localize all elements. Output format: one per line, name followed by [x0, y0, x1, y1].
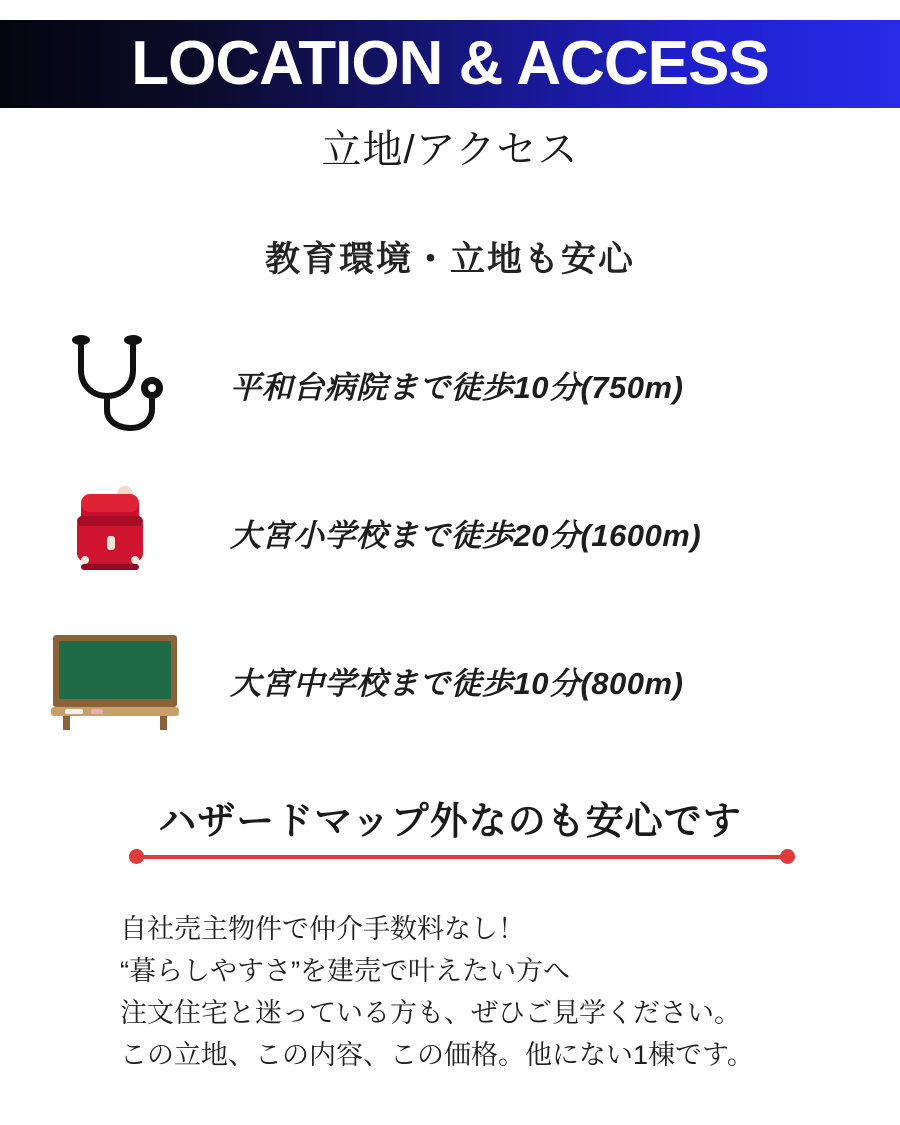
hazard-note [0, 790, 900, 845]
stethoscope-icon [0, 314, 230, 454]
page-title: LOCATION & ACCESS [131, 29, 769, 98]
footer-line: この立地、この内容、この価格。他にない1棟です。 [120, 1040, 754, 1070]
chalkboard-icon [0, 610, 230, 750]
list-item-label: 平和台病院まで徒歩10分(750m) [230, 369, 684, 405]
footer-line: 注文住宅と迷っている方も、ぜひご見学ください。 [120, 998, 741, 1028]
school-backpack-icon [0, 462, 230, 602]
footer-paragraph [120, 908, 860, 1076]
list-item-label: 大宮中学校まで徒歩10分(800m) [230, 665, 684, 701]
list-item-label: 大宮小学校まで徒歩20分(1600m) [230, 517, 702, 553]
header-banner [0, 20, 900, 108]
footer-line: “暮らしやすさ”を建売で叶えたい方へ [120, 956, 570, 986]
page-subtitle: 立地/アクセス [321, 128, 579, 172]
footer-line: 自社売主物件で仲介手数料なし！ [120, 914, 525, 944]
list-item [0, 310, 900, 458]
feature-list [0, 310, 900, 754]
hazard-underline-dot-right [780, 849, 795, 864]
hazard-note-label: ハザードマップ外なのも安心です [158, 801, 742, 843]
hazard-underline [135, 855, 795, 859]
section-heading: 教育環境・立地も安心 [264, 240, 635, 279]
list-item [0, 458, 900, 606]
list-item [0, 606, 900, 754]
